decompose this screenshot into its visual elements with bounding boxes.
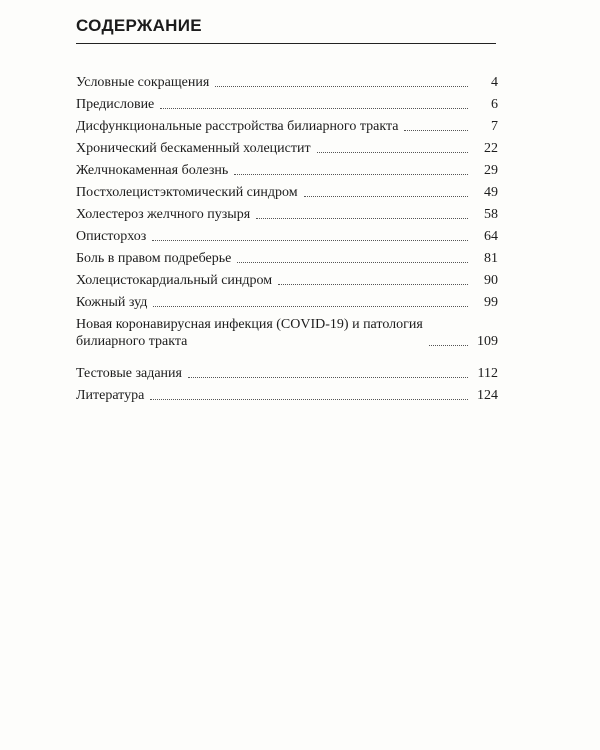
dot-leader (160, 108, 468, 109)
toc-entry-page: 81 (484, 251, 498, 266)
toc-entry-page: 22 (484, 141, 498, 156)
toc-entry-label: Хронический бескаменный холецистит (76, 141, 311, 156)
toc-entry[interactable] (76, 74, 498, 91)
dot-leader (256, 218, 468, 219)
toc-entry[interactable] (76, 162, 498, 179)
toc-entry-page: 109 (477, 334, 498, 349)
toc-entry-page: 112 (477, 366, 498, 381)
toc-entry-label-line: билиарного тракта (76, 334, 188, 349)
dot-leader (152, 240, 468, 241)
toc-entry-label: Постхолецистэктомический синдром (76, 185, 298, 200)
toc-entry[interactable] (76, 250, 498, 267)
dot-leader (188, 377, 468, 378)
toc-entry-label: Дисфункциональные расстройства билиарного тракта (76, 119, 399, 134)
toc-entry[interactable] (76, 387, 498, 404)
dot-leader (215, 86, 468, 87)
toc-entry-page: 6 (491, 97, 498, 112)
toc-entry[interactable] (76, 140, 498, 157)
toc-entry-label: Кожный зуд (76, 295, 148, 310)
toc-entry-page: 7 (491, 119, 498, 134)
toc-entry-label: Описторхоз (76, 229, 147, 244)
toc-entry-page: 49 (484, 185, 498, 200)
dot-leader (317, 152, 468, 153)
toc-entry[interactable] (76, 118, 498, 135)
toc-entry-label: Предисловие (76, 97, 155, 112)
dot-leader (304, 196, 468, 197)
toc-entry[interactable] (76, 294, 498, 311)
toc-entry-label: Холецистокардиальный синдром (76, 273, 273, 288)
dot-leader (404, 130, 468, 131)
toc-entry-page: 29 (484, 163, 498, 178)
title-rule (76, 43, 496, 44)
dot-leader (150, 399, 468, 400)
toc-entry-label: Боль в правом подреберье (76, 251, 232, 266)
toc-entry[interactable] (76, 184, 498, 201)
page-title: СОДЕРЖАНИЕ (76, 16, 202, 35)
toc-entry[interactable] (76, 316, 498, 350)
toc-entry-label: Желчнокаменная болезнь (76, 163, 229, 178)
toc-entry[interactable] (76, 228, 498, 245)
toc-entry-page: 124 (477, 388, 498, 403)
dot-leader (153, 306, 468, 307)
toc-entry-label-line: Новая коронавирусная инфекция (COVID-19) и патология (76, 317, 423, 332)
toc-entry[interactable] (76, 206, 498, 223)
dot-leader (429, 345, 468, 346)
toc-entry-page: 58 (484, 207, 498, 222)
toc-entry-page: 90 (484, 273, 498, 288)
toc-list (76, 74, 498, 409)
toc-entry-page: 64 (484, 229, 498, 244)
toc-entry-label: Литература (76, 388, 145, 403)
section-gap (76, 355, 498, 365)
dot-leader (278, 284, 468, 285)
toc-entry-page: 4 (491, 75, 498, 90)
toc-entry[interactable] (76, 96, 498, 113)
toc-entry-label (76, 316, 423, 350)
toc-entry-label: Холестероз желчного пузыря (76, 207, 251, 222)
toc-entry[interactable] (76, 272, 498, 289)
toc-entry-page: 99 (484, 295, 498, 310)
toc-entry-label: Тестовые задания (76, 366, 182, 381)
dot-leader (237, 262, 468, 263)
dot-leader (234, 174, 468, 175)
toc-entry-label: Условные сокращения (76, 75, 210, 90)
toc-entry[interactable] (76, 365, 498, 382)
